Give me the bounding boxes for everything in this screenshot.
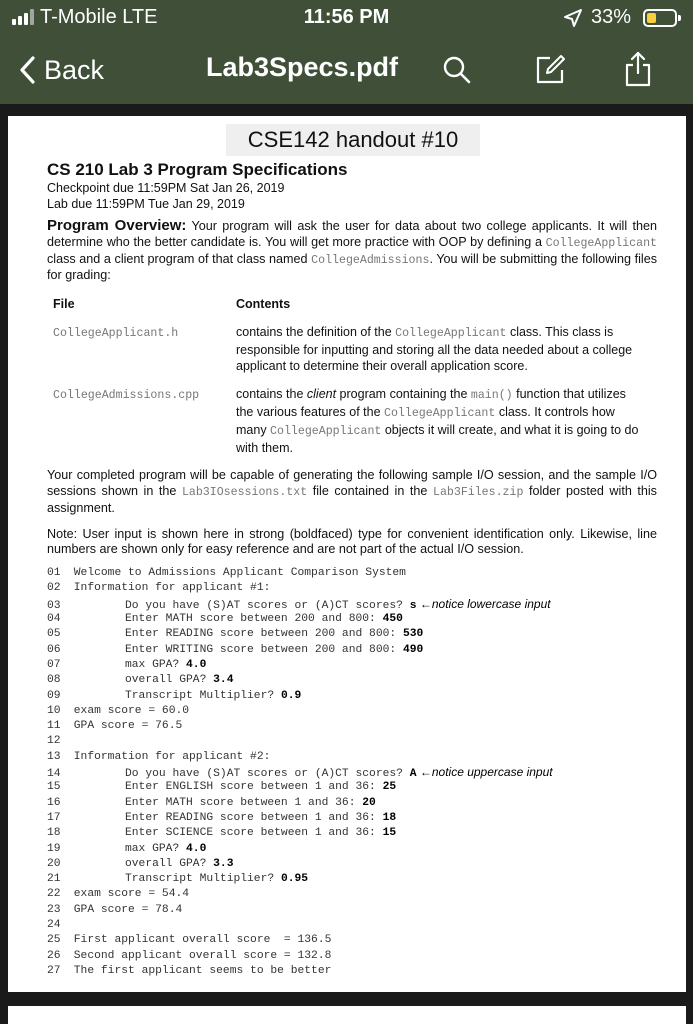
document-title: Lab3Specs.pdf: [206, 52, 399, 82]
line-number: 20: [47, 857, 61, 870]
io-line: [47, 964, 657, 979]
line-number: 24: [47, 919, 61, 931]
io-text: Enter WRITING score between 200 and 800:: [125, 643, 403, 656]
io-text: The first applicant seems to be better: [67, 964, 332, 977]
io-text: Enter ENGLISH score between 1 and 36:: [125, 781, 383, 794]
edit-icon[interactable]: [530, 50, 570, 90]
user-input: 25: [382, 781, 397, 794]
code-term: Lab3IOsessions.txt: [181, 485, 308, 499]
line-number: 25: [47, 934, 61, 947]
input-note: ←notice lowercase input: [416, 596, 551, 611]
io-text: First applicant overall score = 136.5: [67, 934, 332, 947]
code-term: CollegeAdmissions: [311, 253, 430, 267]
handout-title: CSE142 handout #10: [226, 124, 480, 156]
battery-percent: 33%: [591, 6, 632, 28]
overview-text: . You will be submitting the following files for grading:: [47, 251, 657, 283]
io-line: [47, 918, 657, 933]
io-text: exam score = 60.0: [67, 704, 190, 717]
io-text: Information for applicant #2:: [67, 750, 271, 763]
due-date: Lab due 11:59PM Tue Jan 29, 2019: [47, 197, 245, 211]
code-term: CollegeApplicant: [270, 425, 382, 439]
io-text: overall GPA?: [125, 674, 214, 687]
line-number: 23: [47, 903, 61, 916]
user-input: 530: [402, 628, 424, 641]
search-icon[interactable]: [437, 50, 477, 90]
io-line: [47, 933, 657, 948]
file-column-header: File: [53, 297, 75, 312]
io-text: Enter SCIENCE score between 1 and 36:: [125, 827, 383, 840]
io-text: Enter READING score between 1 and 36:: [125, 811, 383, 824]
file-description: contains the definition of the CollegeApplicant class. This class is responsible for inputting and storing all the data needed about a college applicant to determine their overall application score.: [236, 325, 633, 374]
share-icon[interactable]: [618, 50, 658, 90]
io-line: [47, 627, 657, 642]
pdf-page[interactable]: [8, 116, 686, 992]
line-number: 09: [47, 689, 61, 702]
line-number: 18: [47, 827, 61, 840]
line-number: 19: [47, 842, 61, 855]
completed-program-paragraph: Your completed program will be capable of generating the following sample I/O session, and the sample I/O sessions shown in the Lab3IOsessions.txt file contained in the Lab3Files.zip folder posted with this assignment.: [47, 468, 657, 515]
line-number: 02: [47, 582, 61, 595]
input-note: ←notice uppercase input: [416, 765, 553, 780]
io-text: GPA score = 78.4: [67, 903, 183, 916]
table-row: [47, 324, 657, 374]
io-text: Do you have (S)AT scores or (A)CT scores?: [125, 599, 410, 612]
io-line: [47, 903, 657, 918]
files-table-header: [47, 296, 657, 312]
io-line: [47, 734, 657, 749]
line-number: 07: [47, 658, 61, 671]
line-number: 22: [47, 888, 61, 901]
io-text: Transcript Multiplier?: [125, 689, 281, 702]
line-number: 14: [47, 768, 61, 781]
io-text: Enter READING score between 200 and 800:: [125, 628, 403, 641]
code-term: CollegeApplicant: [395, 327, 507, 341]
io-line: [47, 811, 657, 826]
back-label: Back: [44, 54, 105, 85]
io-text: Enter MATH score between 200 and 800:: [125, 613, 383, 626]
line-number: 17: [47, 811, 61, 824]
battery-fill: [647, 13, 656, 23]
io-line: [47, 689, 657, 704]
io-text: overall GPA?: [125, 857, 214, 870]
user-input: s: [409, 599, 417, 612]
io-line: [47, 826, 657, 841]
io-line: [47, 658, 657, 673]
io-text: GPA score = 76.5: [67, 720, 183, 733]
line-number: 11: [47, 720, 61, 733]
io-line: [47, 566, 657, 581]
code-term: main(): [470, 389, 513, 403]
nav-bar: [0, 36, 693, 104]
io-text: max GPA?: [125, 842, 187, 855]
io-text: Information for applicant #1:: [67, 582, 271, 595]
code-term: CollegeApplicant: [545, 236, 657, 250]
user-input: 4.0: [186, 658, 207, 671]
io-line: [47, 704, 657, 719]
io-line: [47, 719, 657, 734]
io-line: [47, 949, 657, 964]
file-description: contains the client program containing the main() function that utilizes the various features of the CollegeApplicant class. It controls how many CollegeApplicant objects it will create, and what it is going to do with them.: [236, 387, 639, 456]
code-term: CollegeApplicant: [384, 407, 496, 421]
note-paragraph: Note: User input is shown here in strong (boldfaced) type for convenient identification only. Likewise, line numbers are shown only for easy reference and are not part of the actual I/O session.: [47, 526, 657, 557]
checkpoint-date: Checkpoint due 11:59PM Sat Jan 26, 2019: [47, 181, 285, 195]
user-input: 490: [402, 643, 424, 656]
line-number: 12: [47, 735, 61, 748]
overview-heading: Program Overview:: [47, 217, 187, 234]
line-number: 10: [47, 704, 61, 717]
overview-text: Your program will ask the user for data about two college applicants. It will then determine who the better candidate is. You will get more practice with OOP by defining a: [47, 219, 657, 249]
overview-text: class and a client program of that class named: [47, 251, 312, 266]
contents-column-header: Contents: [236, 297, 291, 312]
line-number: 01: [47, 567, 61, 580]
battery-icon: [643, 9, 677, 27]
io-line: [47, 796, 657, 811]
top-bar: [0, 0, 693, 104]
user-input: 18: [382, 811, 397, 824]
io-line: [47, 887, 657, 902]
code-term: Lab3Files.zip: [432, 485, 524, 499]
line-number: 06: [47, 643, 61, 656]
file-name: CollegeAdmissions.cpp: [53, 389, 200, 403]
overview-paragraph: [47, 218, 657, 284]
io-line: [47, 597, 657, 612]
status-bar: [0, 0, 693, 36]
chevron-left-icon: [18, 55, 36, 85]
back-button[interactable]: [18, 50, 104, 90]
line-number: 05: [47, 628, 61, 641]
line-number: 03: [47, 599, 61, 612]
io-text: Welcome to Admissions Applicant Comparison System: [67, 567, 406, 580]
io-text: max GPA?: [125, 658, 187, 671]
files-table: [47, 296, 657, 456]
io-session: [47, 566, 657, 979]
io-line: [47, 872, 657, 887]
line-number: 27: [47, 964, 61, 977]
file-name: CollegeApplicant.h: [53, 327, 179, 341]
user-input: 4.0: [186, 842, 207, 855]
line-number: 13: [47, 750, 61, 763]
io-line: [47, 842, 657, 857]
status-time: 11:56 PM: [303, 6, 390, 28]
carrier-label: T-Mobile LTE: [40, 6, 158, 28]
io-text: Enter MATH score between 1 and 36:: [125, 796, 363, 809]
document-body: [47, 160, 657, 979]
io-text: exam score = 54.4: [67, 888, 190, 901]
user-input: 450: [382, 613, 403, 626]
user-input: 15: [382, 827, 397, 840]
io-line: [47, 750, 657, 765]
user-input: 3.4: [213, 674, 234, 687]
io-line: [47, 780, 657, 795]
io-text: Transcript Multiplier?: [125, 873, 281, 886]
line-number: 15: [47, 781, 61, 794]
user-input: 0.9: [280, 689, 302, 702]
line-number: 04: [47, 613, 61, 626]
io-line: [47, 612, 657, 627]
user-input: A: [409, 768, 417, 781]
io-text: Do you have (S)AT scores or (A)CT scores?: [125, 768, 410, 781]
line-number: 16: [47, 796, 61, 809]
line-number: 21: [47, 873, 61, 886]
location-arrow-icon: [563, 8, 583, 28]
pdf-next-page[interactable]: [8, 1006, 686, 1024]
io-line: [47, 581, 657, 596]
io-line: [47, 857, 657, 872]
user-input: 20: [362, 796, 376, 809]
io-line: [47, 673, 657, 688]
user-input: 3.3: [213, 857, 234, 870]
line-number: 08: [47, 674, 61, 687]
spec-title: CS 210 Lab 3 Program Specifications: [47, 160, 348, 179]
io-line: [47, 765, 657, 780]
io-text: Second applicant overall score = 132.8: [67, 949, 332, 962]
user-input: 0.95: [280, 873, 309, 886]
io-line: [47, 643, 657, 658]
line-number: 26: [47, 949, 61, 962]
table-row: [47, 386, 657, 456]
